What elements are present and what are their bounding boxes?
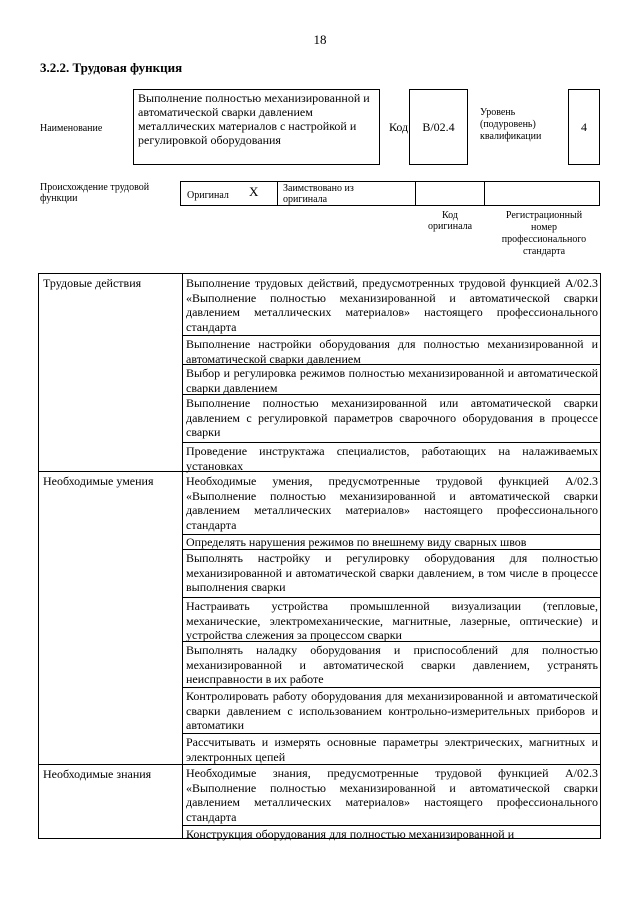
reg-nomer-line: стандарта <box>522 246 566 257</box>
section-divider <box>38 764 601 765</box>
kod-originala-label <box>420 210 480 232</box>
reg-nomer-line: профессионального <box>501 234 587 245</box>
zaimstvovano-label-line: Заимствовано из <box>283 183 354 194</box>
naimenovanie-label: Наименование <box>40 123 103 134</box>
table-cell: Необходимые умения, предусмотренные трудовой функцией A/02.3 «Выполнение полностью механизированной и автоматической сварки давлением металлических материалов» настоящего профессионального стандарта <box>186 474 598 532</box>
proiskhozhdenie-label <box>40 182 180 204</box>
table-cell: Выполнение трудовых действий, предусмотренных трудовой функцией A/02.3 «Выполнение полностью механизированной и автоматической сварки давлением металлических материалов» настоящего профессионального стандарта <box>186 276 598 334</box>
table-column-divider <box>182 273 183 839</box>
category-neobkhodimye-znaniya: Необходимые знания <box>43 767 152 781</box>
kod-value: B/02.4 <box>409 89 468 165</box>
reg-nomer-label <box>488 210 600 258</box>
row-divider <box>182 825 601 826</box>
zaimstvovano-label <box>283 183 354 205</box>
origin-divider <box>484 182 485 205</box>
row-divider <box>182 597 601 598</box>
category-neobkhodimye-umeniya: Необходимые умения <box>43 474 154 488</box>
row-divider <box>182 442 601 443</box>
row-divider <box>182 687 601 688</box>
uroven-label-line: Уровень <box>480 107 516 118</box>
table-cell: Необходимые знания, предусмотренные трудовой функцией A/02.3 «Выполнение полностью механизированной и автоматической сварки давлением металлических материалов» настоящего профессионального стандарта <box>186 766 598 824</box>
proiskhozhdenie-label-line: Происхождение трудовой <box>40 182 150 193</box>
table-cell: Выполнять наладку оборудования и приспособлений для полностью механизированной и автоматической сварки давлением, устранять неисправности в их работе <box>186 643 598 686</box>
kod-originala-line: Код <box>442 210 458 221</box>
table-cell: Выбор и регулировка режимов полностью механизированной и автоматической сварки давлением <box>186 366 598 395</box>
table-cell: Конструкция оборудования для полностью механизированной и <box>186 827 515 841</box>
table-cell: Контролировать работу оборудования для механизированной и автоматической сварки давлением с использованием контрольно-измерительных приборов и автоматики <box>186 689 598 732</box>
origin-divider <box>277 182 278 205</box>
category-trudovye-deystviya: Трудовые действия <box>43 276 142 290</box>
row-divider <box>182 335 601 336</box>
table-cell: Проведение инструктажа специалистов, работающих на налаживаемых установках <box>186 444 598 473</box>
kod-originala-line: оригинала <box>427 221 473 232</box>
uroven-label-line: квалификации <box>480 131 542 142</box>
naimenovanie-value: Выполнение полностью механизированной и автоматической сварки давлением металлических материалов с настройкой и регулировкой оборудования <box>133 89 380 165</box>
row-divider <box>182 733 601 734</box>
table-cell: Выполнение настройки оборудования для полностью механизированной и автоматической сварки давлением <box>186 337 598 366</box>
proiskhozhdenie-label-line: функции <box>40 193 78 204</box>
uroven-label-line: (подуровень) <box>480 119 536 130</box>
table-cell: Определять нарушения режимов по внешнему виду сварных швов <box>186 535 527 549</box>
section-title: 3.2.2. Трудовая функция <box>40 60 183 75</box>
table-cell: Настраивать устройства промышленной визуализации (тепловые, механические, электромеханические, магнитные, лазерные, оптические) и устройства слежения за процессом сварки <box>186 599 598 642</box>
uroven-value: 4 <box>568 89 600 165</box>
page-number: 18 <box>313 32 327 47</box>
zaimstvovano-label-line: оригинала <box>283 194 328 205</box>
table-cell: Выполнение полностью механизированной или автоматической сварки давлением с регулировкой параметров сварочного оборудования в процессе сварки <box>186 396 598 439</box>
table-cell: Рассчитывать и измерять основные параметры электрических, магнитных и электронных цепей <box>186 735 598 764</box>
original-mark: X <box>249 184 259 199</box>
origin-divider <box>415 182 416 205</box>
reg-nomer-line: Регистрационный <box>505 210 583 221</box>
kod-label: Код <box>389 120 409 134</box>
reg-nomer-line: номер <box>531 222 557 233</box>
table-cell: Выполнять настройку и регулировку оборудования для полностью механизированной и автоматической сварки давлением, в том числе в процессе выполнения сварки <box>186 551 598 594</box>
original-label: Оригинал <box>187 190 229 201</box>
origin-row <box>180 181 600 206</box>
uroven-label <box>480 107 541 143</box>
